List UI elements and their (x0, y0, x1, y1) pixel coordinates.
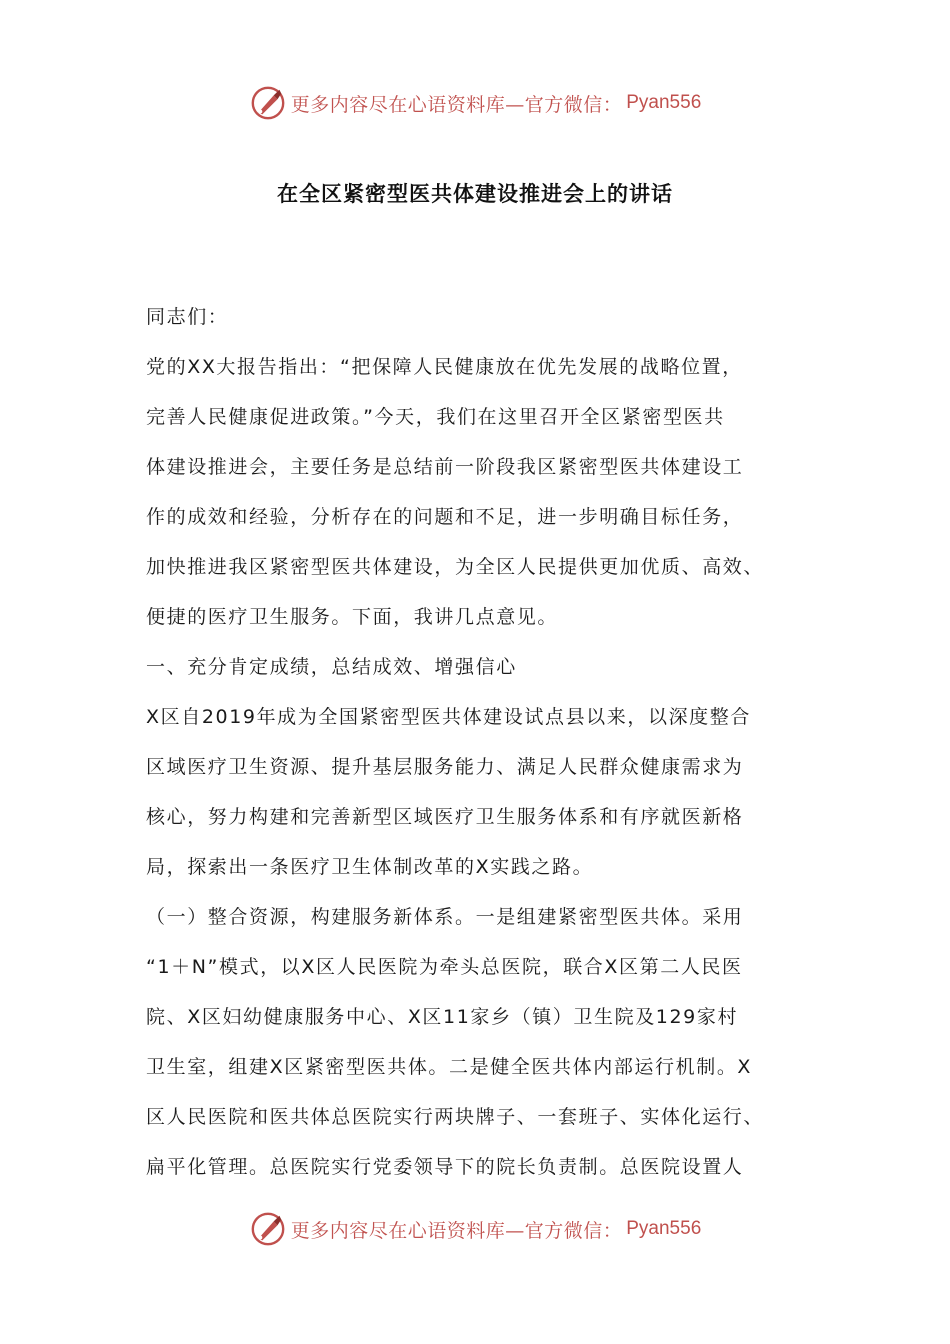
body-line: 院、X区妇幼健康服务中心、X区11家乡（镇）卫生院及129家村 (146, 1006, 739, 1028)
body-line: X区自2019年成为全国紧密型医共体建设试点县以来，以深度整合 (146, 706, 751, 728)
banner-text: 更多内容尽在心语资料库—官方微信： (290, 1219, 623, 1242)
body-line: 同志们： (146, 306, 229, 328)
document-body (146, 292, 826, 1192)
document-title: 在全区紧密型医共体建设推进会上的讲话 (277, 182, 673, 206)
banner-wechat-handle: Pyan556 (626, 92, 702, 113)
pen-nib-logo-icon (249, 84, 287, 122)
footer-banner (0, 1207, 950, 1251)
body-line: 卫生室，组建X区紧密型医共体。二是健全医共体内部运行机制。X (146, 1056, 753, 1078)
banner-wechat-handle: Pyan556 (626, 1218, 702, 1239)
body-line: 区域医疗卫生资源、提升基层服务能力、满足人民群众健康需求为 (146, 756, 744, 778)
body-line: 区人民医院和医共体总医院实行两块牌子、一套班子、实体化运行、 (146, 1106, 765, 1128)
body-line: 党的XX大报告指出：“把保障人民健康放在优先发展的战略位置， (146, 356, 743, 378)
body-line: “1＋N”模式，以X区人民医院为牵头总医院，联合X区第二人民医 (146, 956, 743, 978)
pen-nib-logo-icon (249, 1210, 287, 1248)
body-line: 局，探索出一条医疗卫生体制改革的X实践之路。 (146, 856, 594, 878)
header-banner (0, 81, 950, 125)
body-line: 体建设推进会，主要任务是总结前一阶段我区紧密型医共体建设工 (146, 456, 744, 478)
body-line: 加快推进我区紧密型医共体建设，为全区人民提供更加优质、高效、 (146, 556, 765, 578)
body-line: 作的成效和经验，分析存在的问题和不足，进一步明确目标任务， (146, 506, 744, 528)
body-line: 便捷的医疗卫生服务。下面，我讲几点意见。 (146, 606, 559, 628)
body-line: （一）整合资源，构建服务新体系。一是组建紧密型医共体。采用 (146, 906, 744, 928)
banner-text: 更多内容尽在心语资料库—官方微信： (290, 93, 623, 116)
body-line: 扁平化管理。总医院实行党委领导下的院长负责制。总医院设置人 (146, 1156, 744, 1178)
section-heading: 一、充分肯定成绩，总结成效、增强信心 (146, 656, 517, 678)
body-line: 核心，努力构建和完善新型区域医疗卫生服务体系和有序就医新格 (146, 806, 744, 828)
body-line: 完善人民健康促进政策。”今天，我们在这里召开全区紧密型医共 (146, 406, 725, 428)
